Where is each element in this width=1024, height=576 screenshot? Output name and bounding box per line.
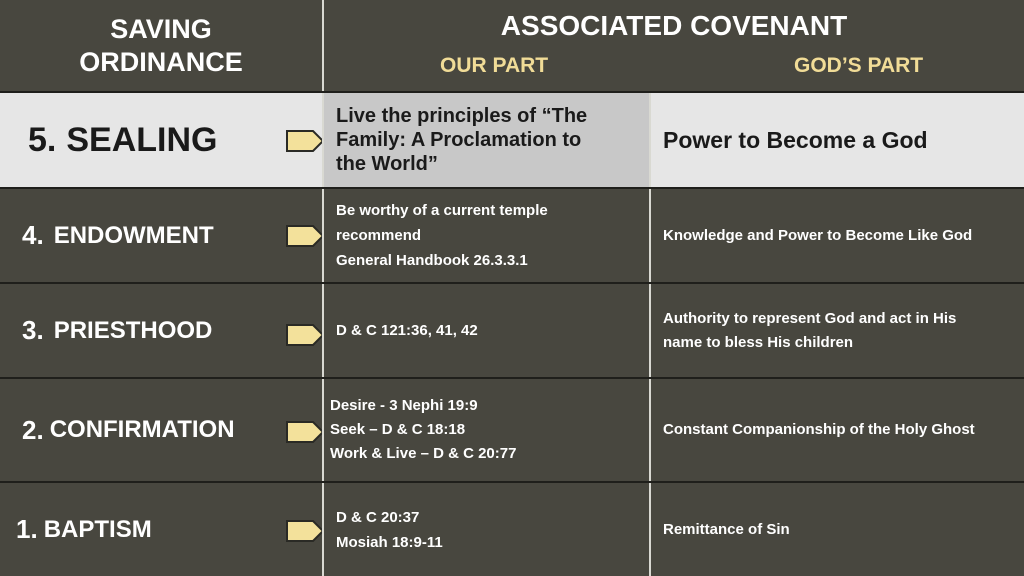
associated-covenant-header: ASSOCIATED COVENANT [500,10,848,41]
gods-part-cell [663,379,1018,481]
our-part-line: recommend [336,227,422,244]
our-part-line: Work & Live – D & C 20:77 [330,445,517,462]
our-part-cell [336,284,641,377]
row-divider [0,282,1024,284]
gods-part-line: name to bless His children [663,333,854,351]
row-endowment [0,189,1024,282]
our-part-line: Mosiah 18:9-11 [336,533,443,551]
column-divider [322,0,324,576]
arrow-right-icon [286,324,324,346]
row-baptism [0,483,1024,576]
gods-part-text: Remittance of Sin [663,520,790,538]
ordinance-number: 2. [22,414,44,445]
our-part-line: Desire - 3 Nephi 19:9 [330,397,478,414]
row-confirmation [0,379,1024,481]
ordinance-number: 3. [22,315,44,345]
our-part-cell [336,483,641,576]
gods-part-cell [663,93,1018,187]
gods-part-cell [663,284,1018,377]
row-divider [0,91,1024,93]
row-divider [0,481,1024,483]
ordinance-number: 1. [16,514,38,544]
ordinance-name: CONFIRMATION [49,416,235,443]
our-part-line: the World” [336,153,438,175]
ordinance-cell [0,379,322,481]
gods-part-header: GOD’S PART [794,54,924,77]
ordinance-name: BAPTISM [43,515,152,543]
ordinance-cell [0,93,322,187]
gods-part-text: Knowledge and Power to Become Like God [663,226,973,244]
our-part-cell [330,379,635,481]
header-ordinance-line2: ORDINANCE [79,47,243,77]
gods-part-text: Power to Become a God [663,127,928,153]
row-sealing [0,93,1024,187]
arrow-right-icon [286,130,324,152]
our-part-line: Live the principles of “The [336,105,588,127]
ordinance-cell [0,483,322,576]
ordinance-cell [0,189,322,282]
gods-part-cell [663,189,1018,282]
ordinance-number: 5. [28,120,57,159]
row-divider [0,377,1024,379]
ordinance-name: SEALING [66,120,218,159]
our-part-cell [336,93,641,187]
gods-part-cell [663,483,1018,576]
arrow-right-icon [286,520,324,542]
ordinance-name: ENDOWMENT [53,221,214,249]
our-part-line: General Handbook 26.3.3.1 [336,252,528,269]
header-ordinance-line1: SAVING [110,14,212,44]
our-part-line: Be worthy of a current temple [336,202,548,219]
arrow-right-icon [286,225,324,247]
gods-part-line: Authority to represent God and act in His [663,309,957,327]
arrow-right-icon [286,421,324,443]
our-part-cell [336,189,641,282]
row-divider [0,187,1024,189]
row-priesthood [0,284,1024,377]
gods-part-text: Constant Companionship of the Holy Ghost [663,421,975,438]
our-part-line: D & C 20:37 [336,508,420,526]
ordinance-number: 4. [22,220,44,250]
our-part-line: D & C 121:36, 41, 42 [336,322,478,339]
our-part-line: Seek – D & C 18:18 [330,421,466,438]
our-part-header: OUR PART [440,54,549,77]
saving-ordinance-header [0,0,322,92]
ordinance-cell [0,284,322,377]
column-divider [649,93,651,576]
our-part-line: Family: A Proclamation to [336,129,582,151]
ordinance-name: PRIESTHOOD [53,316,213,344]
